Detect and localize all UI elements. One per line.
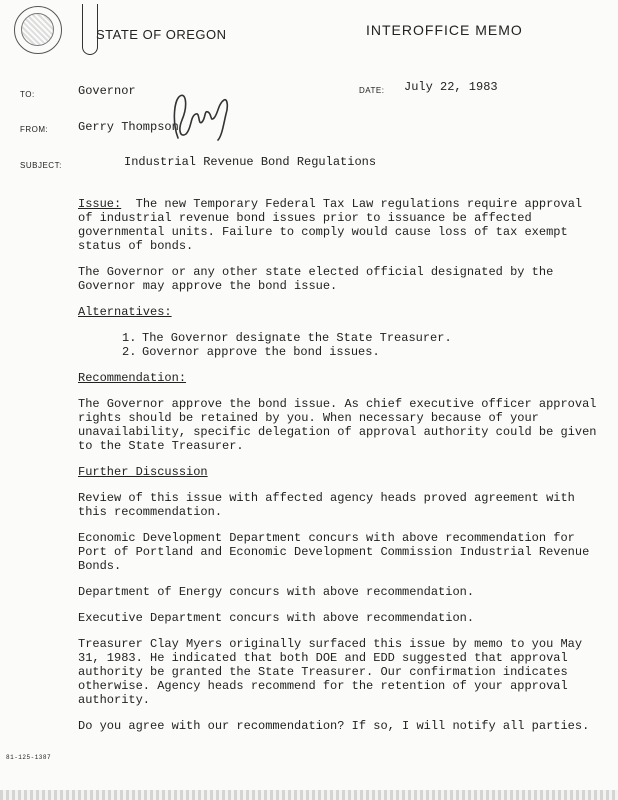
subject-label: SUBJECT:	[20, 161, 62, 170]
recommendation-text: The Governor approve the bond issue. As chief executive officer approval rights should be retained by you. When necessary because of your unavailability, specific delegation of approval authority could be given to the State Treasurer.	[78, 397, 597, 453]
further-paragraph-edd: Economic Development Department concurs with above recommendation for Port of Portland and Economic Development Commission Industrial Revenue Bonds.	[78, 531, 590, 573]
list-item: 2. Governor approve the bond issues.	[122, 345, 380, 359]
to-label: TO:	[20, 90, 35, 99]
form-number: 81-125-1387	[6, 754, 52, 761]
state-seal-icon	[14, 6, 62, 54]
memo-body	[78, 197, 598, 745]
further-paragraph-doe: Department of Energy concurs with above recommendation.	[78, 585, 475, 599]
date-label: DATE:	[359, 86, 385, 95]
further-discussion-heading: Further Discussion	[78, 465, 208, 479]
further-paragraph-treasurer: Treasurer Clay Myers originally surfaced this issue by memo to you May 31, 1983. He indicated that both DOE and EDD suggested that approval authority be granted the State Treasurer. Our confirmation indicates otherwise. Agency heads recommend for the retention of your approval authority.	[78, 637, 583, 707]
designation-paragraph: The Governor or any other state elected official designated by the Governor may approve the bond issue.	[78, 265, 554, 293]
to-value: Governor	[78, 84, 136, 98]
issue-heading: Issue:	[78, 197, 122, 211]
from-value: Gerry Thompson	[78, 120, 179, 134]
date-value: July 22, 1983	[404, 80, 498, 94]
list-item: 1. The Governor designate the State Treasurer.	[122, 331, 452, 345]
further-paragraph-review: Review of this issue with affected agency heads proved agreement with this recommendation.	[78, 491, 575, 519]
scan-edge	[0, 790, 618, 800]
alternatives-heading: Alternatives:	[78, 305, 172, 319]
from-label: FROM:	[20, 125, 49, 134]
handwritten-signature	[168, 92, 234, 144]
closing-paragraph: Do you agree with our recommendation? If so, I will notify all parties.	[78, 719, 590, 733]
further-paragraph-exec: Executive Department concurs with above recommendation.	[78, 611, 475, 625]
state-heading: STATE OF OREGON	[96, 27, 227, 42]
subject-value: Industrial Revenue Bond Regulations	[124, 155, 377, 169]
alternatives-list	[78, 331, 598, 359]
issue-text: The new Temporary Federal Tax Law regulations require approval of industrial revenue bond issues prior to issuance be affected governmental units. Failure to comply would cause loss of tax exempt status of bonds.	[78, 197, 583, 253]
recommendation-heading: Recommendation:	[78, 371, 187, 385]
memo-type-heading: INTEROFFICE MEMO	[366, 22, 523, 38]
issue-paragraph	[78, 197, 598, 253]
